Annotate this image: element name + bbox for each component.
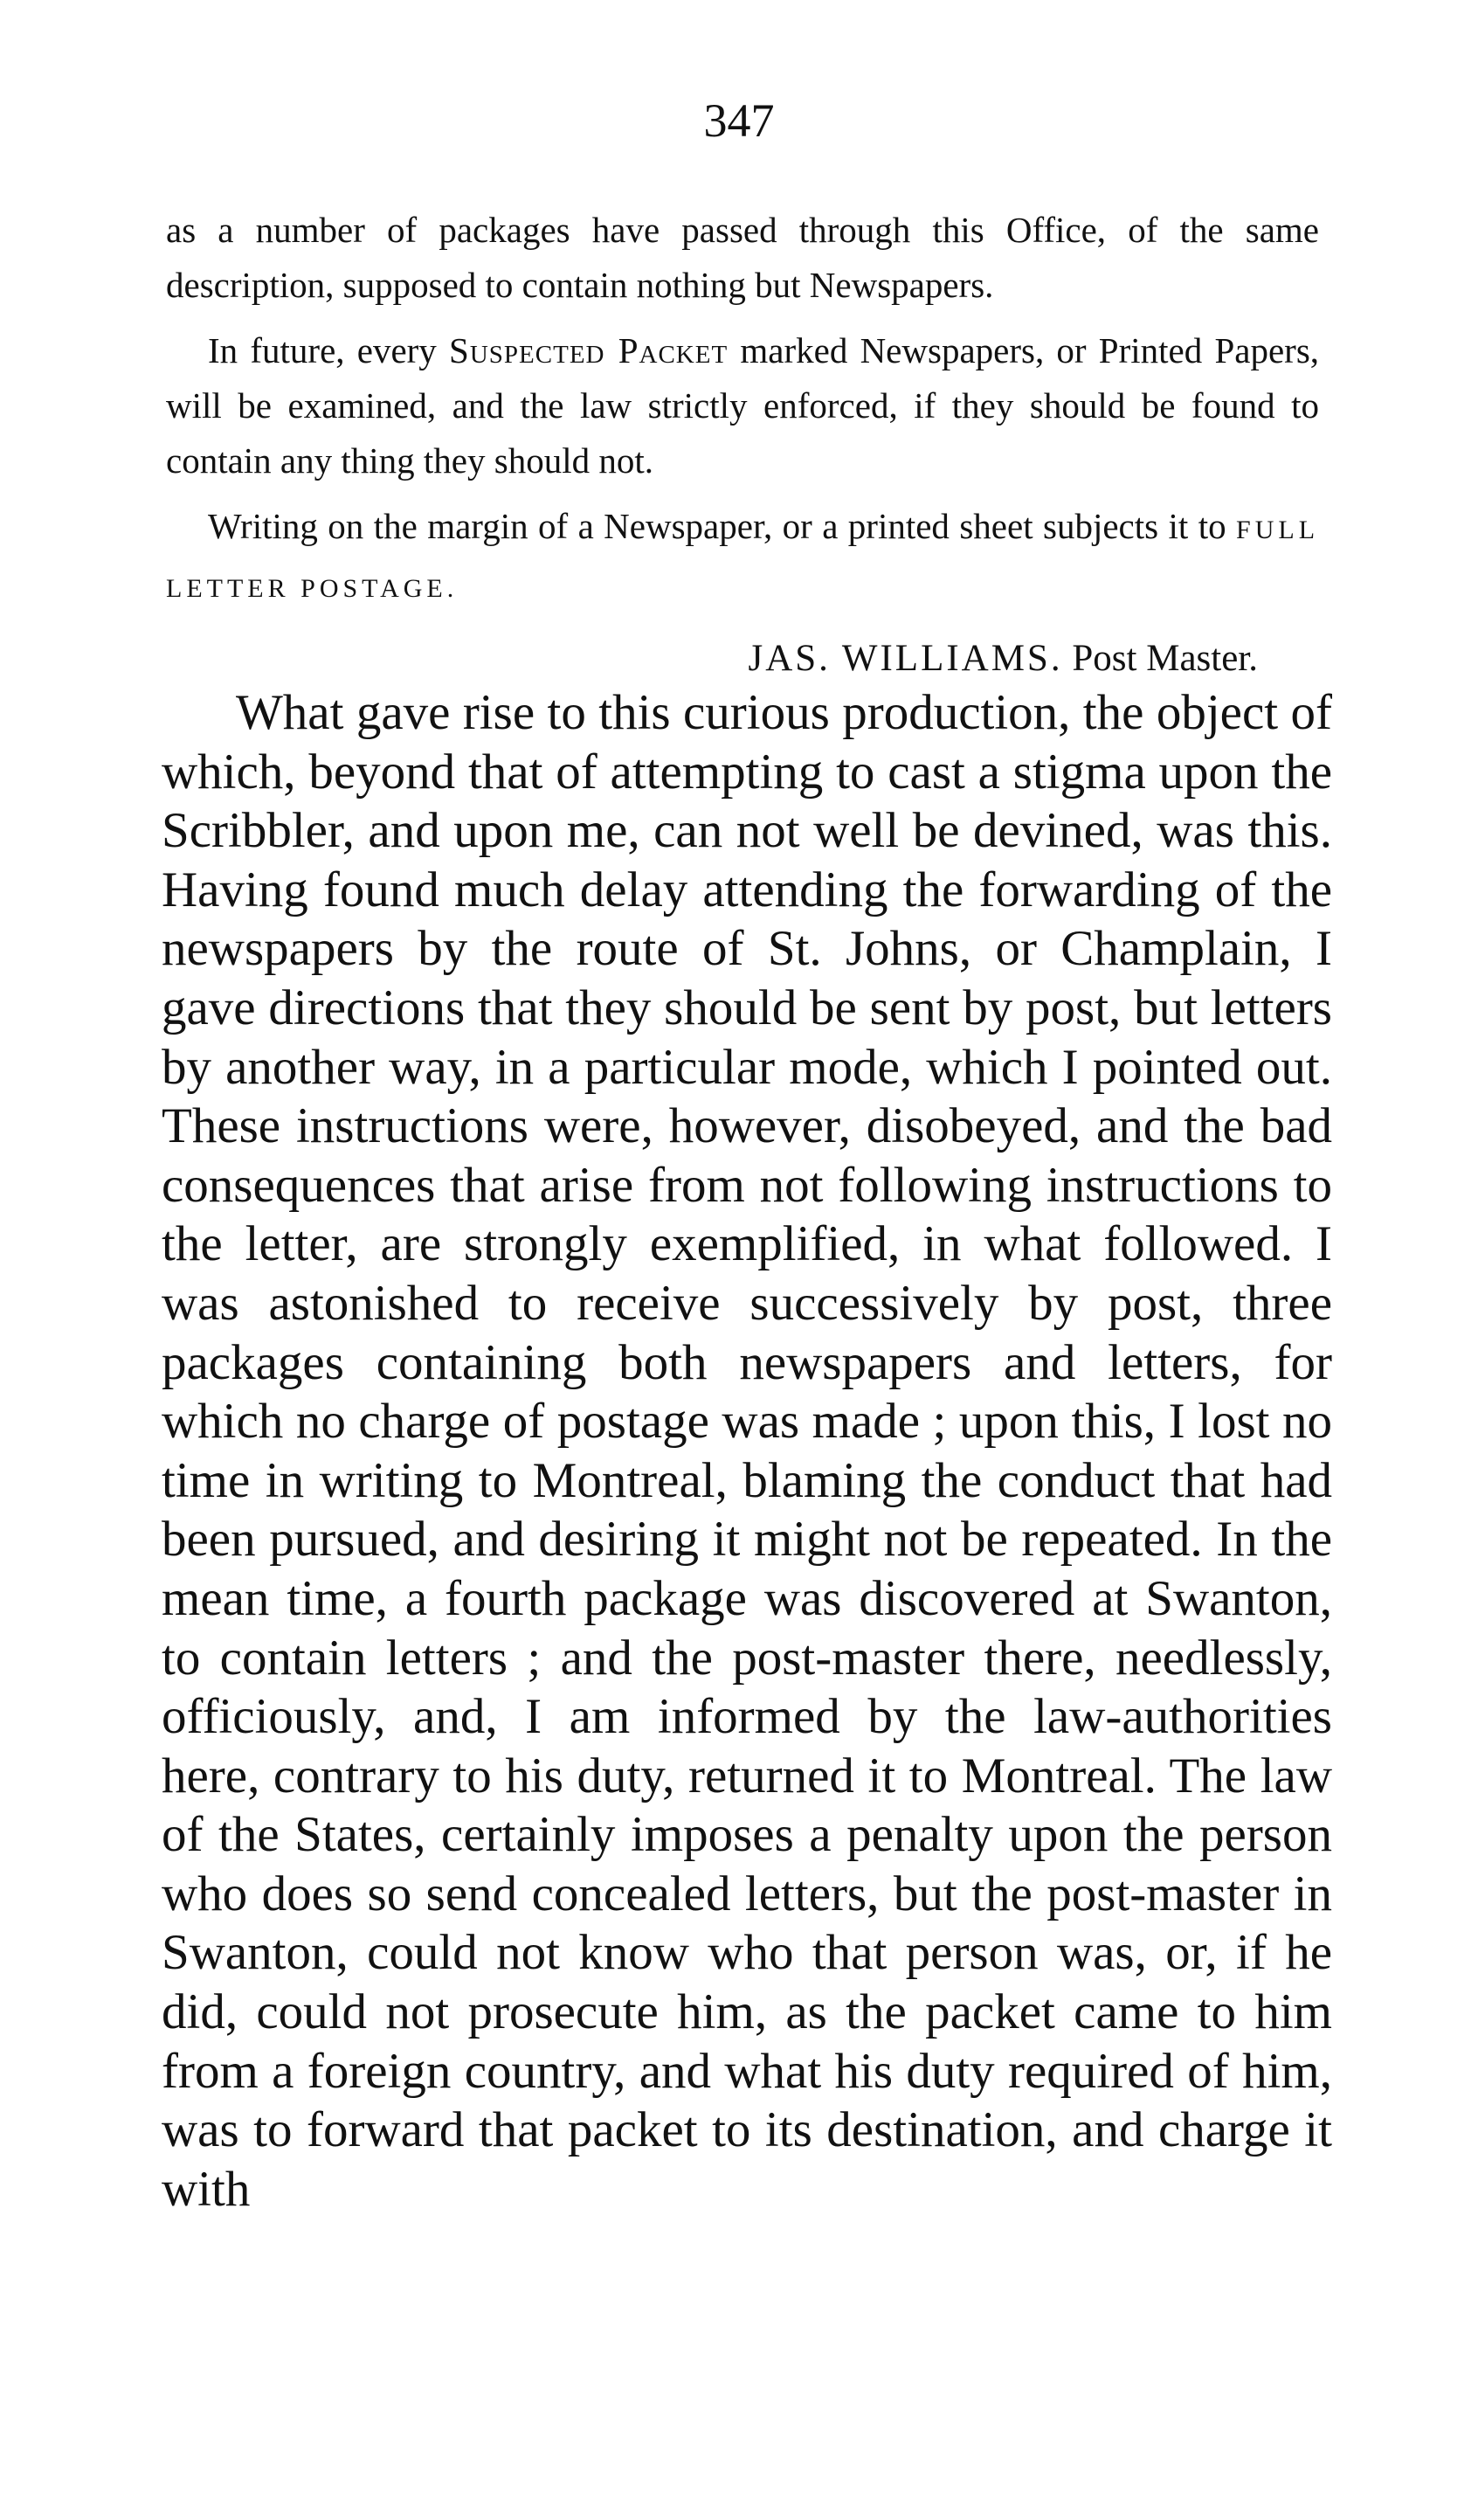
notice-paragraph-1: as a number of packages have passed through this Office, of the same description, supposed to contain nothing but Newspapers. [166,210,1319,305]
notice-signature [166,633,1258,685]
signature-name: JAS. WILLIAMS. [748,638,1063,679]
notice-p2-start: In future, every [208,330,437,370]
suspected-packet-caps: Suspected Packet [449,330,729,370]
notice-paragraph-3 [166,499,1319,616]
main-text [162,683,1332,2219]
notice-p3-start: Writing on the margin of a Newspaper, or a printed sheet subjects it to [208,506,1226,546]
notice-p2-rest: marked Newspapers, or Printed Papers, will be examined, and the law strictly enforced, if they should be found to contain any thing they should not. [166,330,1320,481]
full-letter-postage-caps: FULL LETTER POSTAGE. [166,516,1320,603]
body-paragraph: What gave rise to this curious production, the object of which, beyond that of attempting to cast a stigma upon the Scribbler, and upon me, can not well be devined, was this. Having found much delay attending the forwarding of the newspapers by the route of St. Johns, or Champlain, I gave directions that they should be sent by post, but letters by another way, in a particular mode, which I pointed out. These instructions were, however, disobeyed, and the bad consequences that arise from not following instructions to the letter, are strongly exemplified, in what followed. I was astonished to receive successively by post, three packages containing both newspapers and letters, for which no charge of postage was made ; upon this, I lost no time in writing to Montreal, blaming the conduct that had been pursued, and desiring it might not be repeated. In the mean time, a fourth package was discovered at Swanton, to contain letters ; and the post-master there, needlessly, officiously, and, I am informed by the law-authorities here, contrary to his duty, returned it to Montreal. The law of the States, certainly imposes a penalty upon the person who does so send concealed letters, but the post-master in Swanton, could not know who that person was, or, if he did, could not prosecute him, as the packet came to him from a foreign country, and what his duty required of him, was to forward that packet to its destination, and charge it with [162,685,1332,2217]
notice-paragraph-2 [166,323,1319,488]
signature-title: Post Master. [1072,638,1258,679]
page-number: 347 [703,94,775,147]
post-office-notice [166,203,1319,616]
